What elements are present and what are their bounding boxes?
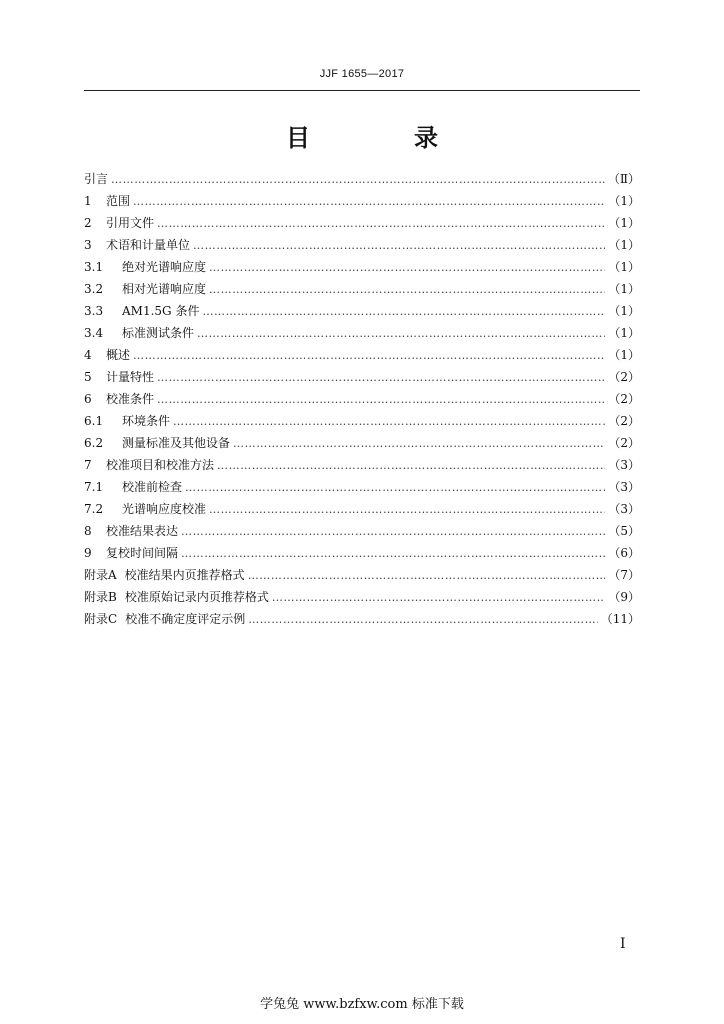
toc-entry[interactable] xyxy=(84,564,640,586)
toc-entry-number: 6.2 xyxy=(84,436,104,450)
toc-entry[interactable] xyxy=(84,168,640,190)
toc-entry-label: 测量标准及其他设备 xyxy=(122,436,231,450)
toc-entry-number: 3.4 xyxy=(84,326,104,340)
toc-dot-leader xyxy=(272,587,606,609)
toc-entry-page: （9） xyxy=(608,590,640,604)
toc-entry[interactable] xyxy=(84,410,640,432)
toc-entry[interactable] xyxy=(84,234,640,256)
toc-entry-label: 校准原始记录内页推荐格式 xyxy=(124,590,269,604)
toc-entry-page: （2） xyxy=(608,414,640,428)
toc-entry[interactable] xyxy=(84,212,640,234)
toc-list xyxy=(84,168,640,630)
toc-entry-label: 校准结果表达 xyxy=(106,524,179,538)
toc-entry-label: AM1.5G 条件 xyxy=(122,304,200,318)
toc-entry-label: 光谱响应度校准 xyxy=(122,502,207,516)
toc-dot-leader xyxy=(111,169,605,191)
toc-entry-page: （1） xyxy=(608,194,640,208)
page-number: I xyxy=(620,936,626,952)
toc-dot-leader xyxy=(248,565,606,587)
toc-entry-number: 引言 xyxy=(84,172,109,186)
toc-entry-page: （1） xyxy=(608,282,640,296)
toc-entry-page: （3） xyxy=(608,480,640,494)
toc-entry-label: 校准结果内页推荐格式 xyxy=(124,568,245,582)
toc-entry[interactable] xyxy=(84,542,640,564)
toc-entry-number: 4 xyxy=(84,348,92,362)
toc-dot-leader xyxy=(197,323,605,345)
toc-dot-leader xyxy=(193,235,605,257)
toc-title: 目 录 xyxy=(286,123,478,152)
toc-entry[interactable] xyxy=(84,322,640,344)
toc-entry[interactable] xyxy=(84,344,640,366)
toc-entry-label: 术语和计量单位 xyxy=(106,238,191,252)
toc-dot-leader xyxy=(157,389,605,411)
toc-dot-leader xyxy=(217,455,605,477)
toc-entry[interactable] xyxy=(84,608,640,630)
toc-entry-number: 7.2 xyxy=(84,502,104,516)
toc-entry-page: （1） xyxy=(608,326,640,340)
toc-entry-page: （2） xyxy=(608,436,640,450)
toc-entry-page: （2） xyxy=(608,370,640,384)
toc-dot-leader xyxy=(209,279,605,301)
toc-entry-page: （1） xyxy=(608,216,640,230)
toc-entry-page: （Ⅱ） xyxy=(607,172,640,186)
toc-entry-number: 6.1 xyxy=(84,414,104,428)
toc-entry[interactable] xyxy=(84,454,640,476)
toc-entry-label: 范围 xyxy=(106,194,131,208)
toc-dot-leader xyxy=(181,521,605,543)
toc-dot-leader xyxy=(209,499,605,521)
standard-code-header: JJF 1655—2017 xyxy=(319,68,405,80)
toc-entry[interactable] xyxy=(84,278,640,300)
toc-entry-number: 2 xyxy=(84,216,92,230)
toc-dot-leader xyxy=(202,301,605,323)
toc-entry-label: 校准条件 xyxy=(106,392,155,406)
toc-entry[interactable] xyxy=(84,476,640,498)
toc-dot-leader xyxy=(157,367,605,389)
toc-entry[interactable] xyxy=(84,498,640,520)
toc-entry-number: 9 xyxy=(84,546,92,560)
toc-entry[interactable] xyxy=(84,586,640,608)
toc-entry-number: 3.2 xyxy=(84,282,104,296)
toc-entry-label: 绝对光谱响应度 xyxy=(122,260,207,274)
toc-dot-leader xyxy=(133,191,605,213)
toc-entry-label: 校准前检查 xyxy=(122,480,183,494)
toc-entry-page: （1） xyxy=(608,238,640,252)
footer-watermark-text: 学兔兔 www.bzfxw.com 标准下载 xyxy=(260,997,464,1012)
toc-entry-label: 环境条件 xyxy=(122,414,171,428)
toc-entry-number: 5 xyxy=(84,370,92,384)
toc-entry-number: 6 xyxy=(84,392,92,406)
toc-entry-page: （5） xyxy=(608,524,640,538)
toc-entry-page: （6） xyxy=(608,546,640,560)
toc-entry[interactable] xyxy=(84,366,640,388)
toc-entry[interactable] xyxy=(84,190,640,212)
toc-entry[interactable] xyxy=(84,520,640,542)
toc-entry-page: （1） xyxy=(608,348,640,362)
toc-entry[interactable] xyxy=(84,300,640,322)
toc-entry-label: 相对光谱响应度 xyxy=(122,282,207,296)
toc-dot-leader xyxy=(133,345,605,367)
toc-dot-leader xyxy=(173,411,605,433)
toc-entry-page: （11） xyxy=(600,612,640,626)
toc-entry-label: 概述 xyxy=(106,348,131,362)
toc-entry-label: 标准测试条件 xyxy=(122,326,195,340)
toc-entry-number: 附录A xyxy=(84,568,117,582)
toc-entry-label: 校准不确定度评定示例 xyxy=(125,612,246,626)
toc-entry-number: 7 xyxy=(84,458,92,472)
toc-entry-number: 7.1 xyxy=(84,480,104,494)
toc-entry-number: 3 xyxy=(84,238,92,252)
toc-dot-leader xyxy=(185,477,605,499)
toc-entry-page: （2） xyxy=(608,392,640,406)
toc-entry[interactable] xyxy=(84,256,640,278)
toc-entry-label: 引用文件 xyxy=(106,216,155,230)
toc-entry-label: 计量特性 xyxy=(106,370,155,384)
toc-entry-number: 8 xyxy=(84,524,92,538)
toc-entry-number: 附录B xyxy=(84,590,117,604)
toc-dot-leader xyxy=(157,213,605,235)
toc-entry-number: 1 xyxy=(84,194,92,208)
toc-entry-page: （7） xyxy=(608,568,640,582)
toc-entry-label: 复校时间间隔 xyxy=(106,546,179,560)
toc-dot-leader xyxy=(233,433,605,455)
toc-entry[interactable] xyxy=(84,388,640,410)
toc-entry-number: 附录C xyxy=(84,612,118,626)
toc-entry-page: （3） xyxy=(608,458,640,472)
toc-entry[interactable] xyxy=(84,432,640,454)
toc-entry-page: （1） xyxy=(608,304,640,318)
toc-entry-page: （1） xyxy=(608,260,640,274)
toc-dot-leader xyxy=(209,257,605,279)
toc-dot-leader xyxy=(181,543,605,565)
toc-entry-number: 3.3 xyxy=(84,304,104,318)
toc-entry-page: （3） xyxy=(608,502,640,516)
toc-dot-leader xyxy=(248,609,598,631)
header-divider xyxy=(84,90,640,91)
toc-entry-number: 3.1 xyxy=(84,260,104,274)
toc-entry-label: 校准项目和校准方法 xyxy=(106,458,215,472)
